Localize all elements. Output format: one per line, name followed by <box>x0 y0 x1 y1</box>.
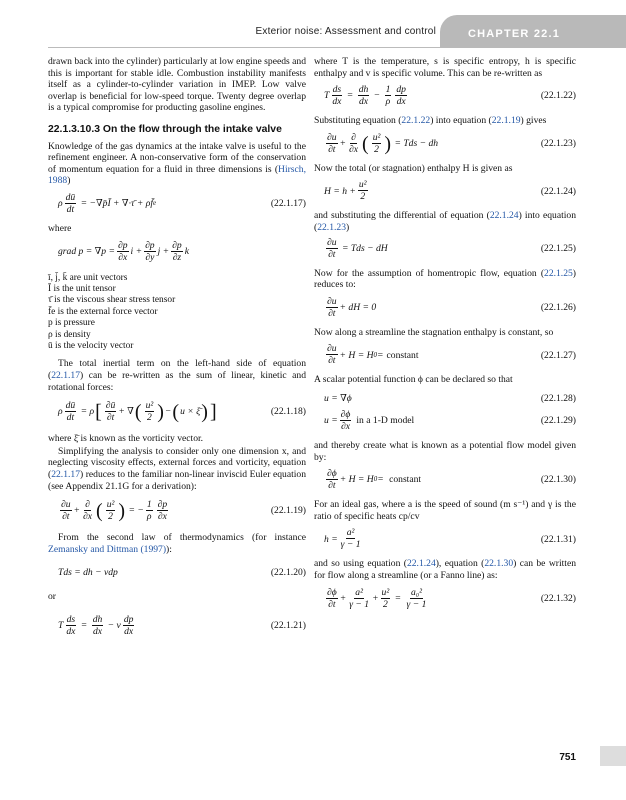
paragraph: Knowledge of the gas dynamics at the intake valve is useful to the refinement engineer. A non-conservative form of the conservation of momentum equation for a fluid in three dimensions is (Hirsch, 1988) <box>48 140 306 187</box>
equation-22-1-23: $\frac{\partial u}{\partial t}$ + $\frac{\partial}{\partial x}$ ( $\frac{\text{u²}}{2}$ ) = Tds − dh (22.1.23) <box>327 131 576 155</box>
paragraph: and thereby create what is known as a potential flow model given by: <box>314 439 576 463</box>
equation-number: (22.1.26) <box>540 301 576 313</box>
list-item: ρ is density <box>48 329 91 340</box>
equation-number: (22.1.28) <box>540 393 576 405</box>
list-item: p is pressure <box>48 318 95 329</box>
equation-number: (22.1.23) <box>540 137 576 149</box>
paragraph: where <box>48 222 72 234</box>
paragraph: From the second law of thermodynamics (for instance Zemansky and Dittman (1997)): <box>48 532 306 555</box>
equation-link[interactable]: 22.1.17 <box>51 468 80 480</box>
list-item: τ̄ is the viscous shear stress tensor <box>48 295 176 306</box>
equation-number: (22.1.24) <box>540 185 576 197</box>
equation-22-1-30: $\frac{\partial\phi}{\partial t}$ + H = H 0 = constant (22.1.30) <box>327 468 576 492</box>
chapter-tab <box>440 15 626 48</box>
paragraph: For an ideal gas, where a is the speed of sound (m s⁻¹) and γ is the ratio of specific heats cp/cv <box>314 499 576 522</box>
paragraph: Substituting equation (22.1.22) into equation (22.1.19) gives <box>314 115 547 127</box>
page-number: 751 <box>559 752 576 763</box>
equation-number: (22.1.20) <box>270 566 306 578</box>
equation-number: (22.1.22) <box>540 90 576 102</box>
equation-number: (22.1.17) <box>270 198 306 210</box>
equation-number: (22.1.25) <box>540 242 576 254</box>
right-column <box>314 56 576 618</box>
paragraph: where T is the temperature, s is specific entropy, h is specific enthalpy and v is specific volume. This can be re-written as <box>314 56 576 79</box>
equation-link[interactable]: 22.1.23 <box>317 221 346 233</box>
equation-22-1-25: $\frac{\partial u}{\partial t}$ = Tds − dH (22.1.25) <box>327 236 576 260</box>
equation-link[interactable]: 22.1.17 <box>51 369 80 381</box>
paragraph: The total inertial term on the left-hand side of equation (22.1.17) can be re-written as the sum of linear, kinetic and rotational forces: <box>48 358 306 393</box>
equation-number: (22.1.31) <box>540 533 576 545</box>
paragraph: or <box>48 591 56 603</box>
equation-number: (22.1.19) <box>270 505 306 517</box>
paragraph: Now the total (or stagnation) enthalpy H is given as <box>314 162 513 174</box>
equation-number: (22.1.32) <box>540 592 576 604</box>
equation-22-1-28: u = ∇ϕ (22.1.28) <box>324 393 576 405</box>
page-header <box>0 0 626 48</box>
equation-number: (22.1.18) <box>270 406 306 418</box>
equation-number: (22.1.27) <box>540 349 576 361</box>
list-item: ū is the velocity vector <box>48 340 134 351</box>
running-title: Exterior noise: Assessment and control <box>255 26 436 37</box>
paragraph: and substituting the differential of equation (22.1.24) into equation (22.1.23) <box>314 210 577 233</box>
equation-number: (22.1.30) <box>540 474 576 486</box>
equation-number: (22.1.21) <box>270 620 306 632</box>
equation-22-1-22: T $\frac{ds}{dx}$ = $\frac{dh}{dx}$ − $\frac{1}{\rho}$ $\frac{dp}{dx}$ (22.1.22) <box>324 84 576 108</box>
list-item: f̄e is the external force vector <box>48 306 158 317</box>
list-item: Ī is the unit tensor <box>48 283 116 294</box>
equation-22-1-20: Tds = dh − vdp (22.1.20) <box>58 566 306 578</box>
chapter-label: CHAPTER 22.1 <box>468 28 561 40</box>
equation-number: (22.1.29) <box>540 415 576 427</box>
paragraph: where ξ̄ is known as the vorticity vector. <box>48 433 204 445</box>
equation-link[interactable]: 22.1.30 <box>484 558 514 570</box>
citation-link[interactable]: Hirsch, 1988 <box>48 163 306 187</box>
paragraph: Now along a streamline the stagnation enthalpy is constant, so <box>314 326 554 338</box>
equation-link[interactable]: 22.1.24 <box>406 558 436 570</box>
section-heading: 22.1.3.10.3 On the flow through the intake valve <box>48 123 282 135</box>
equation-22-1-18: ρ $\frac{dū}{dt}$ = ρ [ $\frac{\partial ū}{\partial t}$ + ∇ ( $\frac{\text{u²}}{2}$ ) − ( u × ξ̄ ) ] (22.1.18) <box>58 400 306 424</box>
paragraph: A scalar potential function ϕ can be declared so that <box>314 374 513 386</box>
paragraph: Simplifying the analysis to consider only one dimension x, and neglecting viscosity effects, external forces and vorticity, equation (22.1.17) reduces to the familiar non-linear inviscid Euler equation (see Appendix 21.1G for a derivation): <box>48 445 306 492</box>
equation-22-1-26: $\frac{\partial u}{\partial t}$ + dH = 0 (22.1.26) <box>327 295 576 319</box>
citation-link[interactable]: Zemansky and Dittman (1997) <box>48 543 167 555</box>
equation-22-1-17: ρ $\frac{dū}{dt}$ = −∇p̄Ī + ∇·τ̄ + ρf̄ e (22.1.17) <box>58 191 306 215</box>
equation-link[interactable]: 22.1.24 <box>489 210 519 222</box>
equation-22-1-32: $\frac{\partial\phi}{\partial t}$ + $\frac{\text{a²}}{\gamma - 1}$ + $\frac{\text{u²}}{2}$ = $\frac{\text{a₀²}}{\gamma - 1}$ (22.1.32) <box>327 586 576 610</box>
paragraph: drawn back into the cylinder) particularly at low engine speeds and this is important for stable idle. Combustion instability manifests itself as a cylinder-to-cylinder variation in IMEP. Low valve overlap is beneficial for low-speed torque. Twenty degree overlap is a typical compromise for producting gasoline engines. <box>48 56 306 114</box>
equation-22-1-21: T $\frac{ds}{dx}$ = $\frac{dh}{dx}$ − v $\frac{dp}{dx}$ (22.1.21) <box>58 613 306 637</box>
equation-grad: grad p = ∇p = $\frac{\partial p}{\partial x}$ i + $\frac{\partial p}{\partial y}$ j + $\frac{\partial p}{\partial z}$ k <box>58 239 189 263</box>
equation-link[interactable]: 22.1.19 <box>491 115 521 127</box>
equation-link[interactable]: 22.1.25 <box>544 267 573 279</box>
paragraph: Now for the assumption of homentropic flow, equation (22.1.25) reduces to: <box>314 267 576 291</box>
symbol-list <box>48 273 306 353</box>
equation-22-1-31: h = $\frac{\text{a²}}{\gamma - 1}$ (22.1.31) <box>324 527 576 551</box>
left-column <box>48 56 306 645</box>
equation-22-1-24: H = h + $\frac{\text{u²}}{2}$ (22.1.24) <box>324 179 576 203</box>
equation-22-1-27: $\frac{\partial u}{\partial t}$ + H = H 0 = constant (22.1.27) <box>327 343 576 367</box>
header-rule <box>48 47 440 48</box>
paragraph: and so using equation (22.1.24), equation (22.1.30) can be written for flow along a streamline (or a Fanno line) as: <box>314 558 577 581</box>
equation-link[interactable]: 22.1.22 <box>401 115 431 127</box>
equation-22-1-19: $\frac{\partial u}{\partial t}$ + $\frac{\partial}{\partial x}$ ( $\frac{\text{u²}}{2}$ ) = − $\frac{1}{\rho}$ $\frac{\partial p}{\partial x}$ (22.1.19) <box>61 499 306 523</box>
page-number-tab <box>600 746 626 766</box>
equation-22-1-29: u = $\frac{\partial\phi}{\partial x}$ in a 1-D model (22.1.29) <box>324 408 576 432</box>
list-item: ī, j̄, k̄ are unit vectors <box>48 272 128 283</box>
